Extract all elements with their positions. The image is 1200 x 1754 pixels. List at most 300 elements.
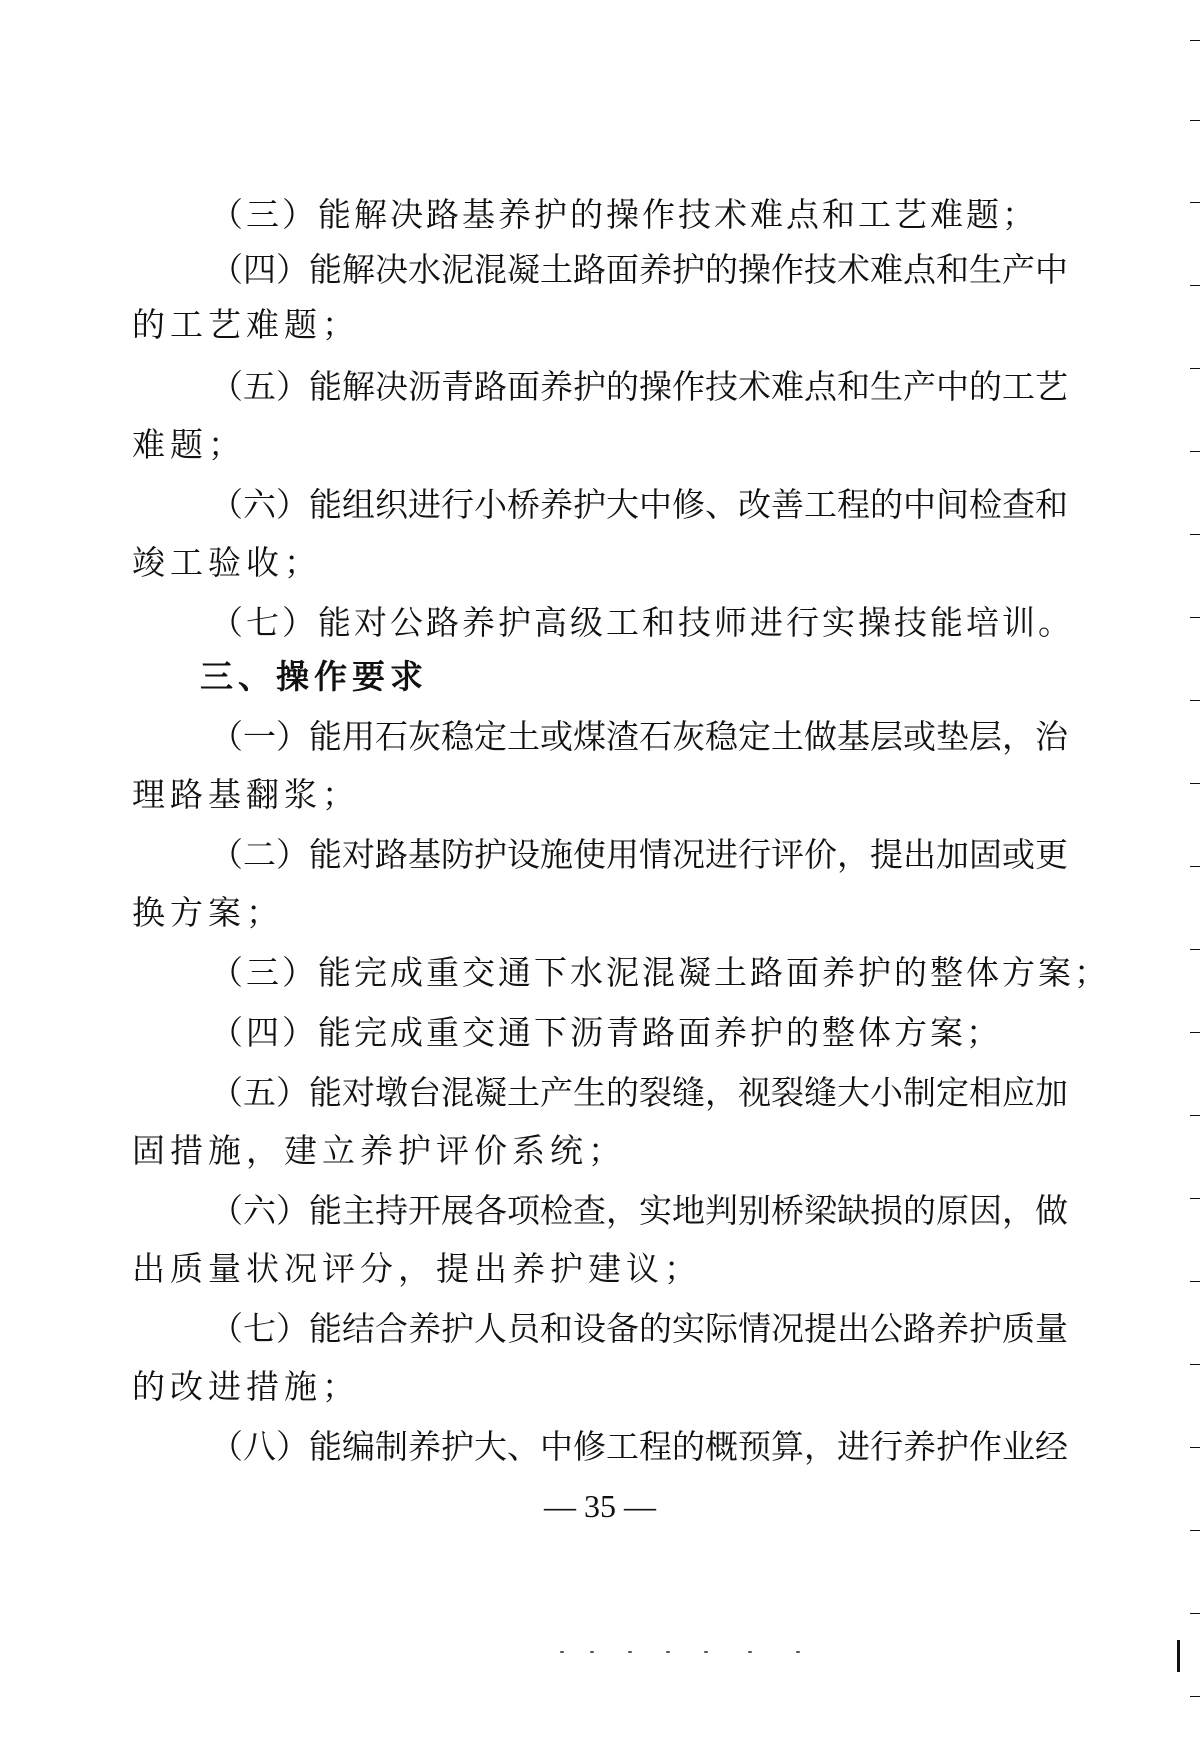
glyph: 层 <box>969 717 1002 756</box>
glyph: 进 <box>408 485 441 524</box>
glyph: ， <box>804 1427 837 1466</box>
glyph: 难 <box>771 367 804 406</box>
glyph: 进 <box>837 1427 870 1466</box>
glyph: 八 <box>243 1427 276 1466</box>
glyph: 缺 <box>837 1191 870 1230</box>
glyph: 路 <box>474 367 507 406</box>
text-line <box>0 1422 1200 1472</box>
glyph: 或 <box>1002 835 1035 874</box>
glyph: 灰 <box>408 717 441 756</box>
glyph: 的 <box>606 367 639 406</box>
glyph: 护 <box>969 1309 1002 1348</box>
glyph: 桥 <box>507 485 540 524</box>
glyph: 开 <box>408 1191 441 1230</box>
glyph: 行 <box>441 485 474 524</box>
glyph: 六 <box>243 485 276 524</box>
glyph: 面 <box>606 250 639 289</box>
glyph: （ <box>210 1309 243 1348</box>
glyph: ， <box>606 1191 639 1230</box>
glyph: 土 <box>507 1073 540 1112</box>
glyph: ， <box>1002 717 1035 756</box>
scan-speck-row <box>560 1649 810 1655</box>
glyph: 养 <box>408 1427 441 1466</box>
text-line <box>0 362 1200 412</box>
text-line-content: 难题； <box>132 425 246 464</box>
glyph: 点 <box>903 250 936 289</box>
text-line <box>0 1186 1200 1236</box>
glyph: 护 <box>573 367 606 406</box>
text-line-content <box>210 1304 1068 1354</box>
glyph: 设 <box>573 1309 606 1348</box>
text-line-content <box>210 362 1068 412</box>
glyph: 护 <box>474 835 507 874</box>
glyph: 七 <box>243 1309 276 1348</box>
text-line <box>0 830 1200 880</box>
glyph: 缝 <box>672 1073 705 1112</box>
glyph: 各 <box>474 1191 507 1230</box>
glyph: 土 <box>771 717 804 756</box>
glyph: 能 <box>309 250 342 289</box>
glyph: 中 <box>903 485 936 524</box>
page-number: — 35 — <box>544 1488 656 1524</box>
glyph: 养 <box>639 250 672 289</box>
glyph: 五 <box>243 367 276 406</box>
text-line-content <box>210 1186 1068 1236</box>
glyph: ） <box>276 367 309 406</box>
text-line-content: 换方案； <box>132 893 284 932</box>
text-line-content <box>210 1068 1068 1118</box>
glyph: 的 <box>672 1427 705 1466</box>
glyph: 业 <box>1002 1427 1035 1466</box>
glyph: 情 <box>738 1309 771 1348</box>
glyph: 出 <box>837 1309 870 1348</box>
glyph: 修 <box>672 485 705 524</box>
glyph: 的 <box>639 1309 672 1348</box>
glyph: 点 <box>804 367 837 406</box>
glyph: 墩 <box>375 1073 408 1112</box>
glyph: 石 <box>375 717 408 756</box>
glyph: 养 <box>540 485 573 524</box>
glyph: 检 <box>969 485 1002 524</box>
glyph: 合 <box>375 1309 408 1348</box>
glyph: 和 <box>837 367 870 406</box>
glyph: 四 <box>243 250 276 289</box>
glyph: 护 <box>936 1427 969 1466</box>
glyph: 小 <box>474 485 507 524</box>
glyph: 面 <box>507 367 540 406</box>
glyph: 难 <box>870 250 903 289</box>
glyph: 的 <box>606 1073 639 1112</box>
glyph: 能 <box>309 835 342 874</box>
glyph: 护 <box>573 485 606 524</box>
glyph: 层 <box>870 717 903 756</box>
text-line-content: （四）能完成重交通下沥青路面养护的整体方案； <box>210 1013 1002 1052</box>
text-line-content: （三）能完成重交通下水泥混凝土路面养护的整体方案； <box>210 953 1110 992</box>
glyph: 养 <box>408 1309 441 1348</box>
glyph: 因 <box>969 1191 1002 1230</box>
glyph: ） <box>276 1073 309 1112</box>
glyph: 概 <box>705 1427 738 1466</box>
section-heading <box>0 652 1200 702</box>
scan-edge-mark <box>1190 120 1200 121</box>
glyph: （ <box>210 1191 243 1230</box>
glyph: 查 <box>573 1191 606 1230</box>
glyph: 养 <box>540 367 573 406</box>
text-line <box>0 712 1200 762</box>
glyph: 、 <box>507 1427 540 1466</box>
text-line-content: 固措施，建立养护评价系统； <box>132 1131 626 1170</box>
glyph: 判 <box>705 1191 738 1230</box>
text-line <box>0 1068 1200 1118</box>
glyph: 和 <box>540 1309 573 1348</box>
text-line-content: 竣工验收； <box>132 543 322 582</box>
scan-speck <box>628 1651 632 1653</box>
glyph: 损 <box>870 1191 903 1230</box>
scan-edge-mark <box>1190 1198 1200 1199</box>
glyph: 术 <box>837 250 870 289</box>
glyph: 二 <box>243 835 276 874</box>
glyph: 大 <box>837 1073 870 1112</box>
glyph: ） <box>276 485 309 524</box>
glyph: 决 <box>375 367 408 406</box>
glyph: 养 <box>936 1309 969 1348</box>
glyph: 泥 <box>441 250 474 289</box>
glyph: 行 <box>870 1427 903 1466</box>
glyph: （ <box>210 367 243 406</box>
scan-edge-mark <box>1190 1530 1200 1531</box>
glyph: 路 <box>375 835 408 874</box>
glyph: 能 <box>309 1427 342 1466</box>
scan-edge-mark <box>1190 534 1200 535</box>
glyph: 小 <box>870 1073 903 1112</box>
glyph: 裂 <box>639 1073 672 1112</box>
glyph: 生 <box>969 250 1002 289</box>
glyph: 提 <box>870 835 903 874</box>
glyph: 对 <box>342 835 375 874</box>
glyph: 做 <box>1035 1191 1068 1230</box>
glyph: 技 <box>804 250 837 289</box>
glyph: 土 <box>507 717 540 756</box>
text-line-content <box>210 480 1068 530</box>
glyph: ） <box>276 1309 309 1348</box>
glyph: 稳 <box>441 717 474 756</box>
glyph: 展 <box>441 1191 474 1230</box>
glyph: 原 <box>936 1191 969 1230</box>
glyph: 能 <box>309 367 342 406</box>
glyph: 程 <box>639 1427 672 1466</box>
glyph: 一 <box>243 717 276 756</box>
text-line <box>0 770 1200 820</box>
scan-edge-mark <box>1190 1613 1200 1614</box>
glyph: 质 <box>1002 1309 1035 1348</box>
glyph: 应 <box>1002 1073 1035 1112</box>
glyph: 定 <box>936 1073 969 1112</box>
glyph: ， <box>705 1073 738 1112</box>
text-line <box>0 1008 1200 1058</box>
glyph: 员 <box>507 1309 540 1348</box>
glyph: 沥 <box>408 367 441 406</box>
glyph: 评 <box>771 835 804 874</box>
glyph: 、 <box>705 485 738 524</box>
glyph: 能 <box>309 1191 342 1230</box>
text-line-content: 三、操作要求 <box>200 657 428 696</box>
glyph: 定 <box>474 717 507 756</box>
glyph: 公 <box>870 1309 903 1348</box>
scan-speck <box>666 1651 670 1653</box>
scan-edge-mark <box>1190 285 1200 286</box>
glyph: 治 <box>1035 717 1068 756</box>
glyph: 能 <box>309 1309 342 1348</box>
glyph: 作 <box>969 1427 1002 1466</box>
glyph: 土 <box>540 250 573 289</box>
text-line <box>0 300 1200 350</box>
glyph: ） <box>276 1191 309 1230</box>
glyph: ） <box>276 1427 309 1466</box>
glyph: 更 <box>1035 835 1068 874</box>
text-line <box>0 245 1200 295</box>
scan-edge-bar <box>1177 1640 1180 1672</box>
scan-edge-mark <box>1190 700 1200 701</box>
scan-speck <box>796 1651 800 1653</box>
text-line-content: 理路基翻浆； <box>132 775 360 814</box>
glyph: 桥 <box>771 1191 804 1230</box>
glyph: （ <box>210 1427 243 1466</box>
text-line <box>0 888 1200 938</box>
glyph: ） <box>276 835 309 874</box>
text-line-content <box>210 830 1068 880</box>
scan-edge-mark <box>1190 1364 1200 1365</box>
glyph: 水 <box>408 250 441 289</box>
glyph: 中 <box>1035 250 1068 289</box>
glyph: 施 <box>540 835 573 874</box>
glyph: 织 <box>375 485 408 524</box>
scan-edge-mark <box>1190 1696 1200 1697</box>
glyph: 防 <box>441 835 474 874</box>
glyph: 护 <box>672 250 705 289</box>
glyph: 人 <box>474 1309 507 1348</box>
scan-edge-mark <box>1190 866 1200 867</box>
glyph: （ <box>210 485 243 524</box>
text-line-content: 的改进措施； <box>132 1367 360 1406</box>
glyph: 情 <box>639 835 672 874</box>
glyph: 地 <box>672 1191 705 1230</box>
glyph: 持 <box>375 1191 408 1230</box>
text-line <box>0 1126 1200 1176</box>
glyph: （ <box>210 717 243 756</box>
glyph: 垫 <box>936 717 969 756</box>
glyph: 和 <box>936 250 969 289</box>
glyph: 行 <box>738 835 771 874</box>
glyph: 技 <box>705 367 738 406</box>
text-line-content <box>210 1422 1068 1472</box>
glyph: ） <box>276 250 309 289</box>
glyph: 别 <box>738 1191 771 1230</box>
glyph: 中 <box>936 367 969 406</box>
glyph: 量 <box>1035 1309 1068 1348</box>
glyph: 编 <box>342 1427 375 1466</box>
glyph: 预 <box>738 1427 771 1466</box>
glyph: 混 <box>474 250 507 289</box>
glyph: 视 <box>738 1073 771 1112</box>
glyph: 对 <box>342 1073 375 1112</box>
glyph: 或 <box>540 717 573 756</box>
glyph: 工 <box>804 485 837 524</box>
glyph: 查 <box>1002 485 1035 524</box>
glyph: 护 <box>441 1309 474 1348</box>
glyph: 产 <box>903 367 936 406</box>
glyph: 况 <box>672 835 705 874</box>
glyph: 六 <box>243 1191 276 1230</box>
glyph: 渣 <box>606 717 639 756</box>
text-line <box>0 598 1200 648</box>
glyph: 作 <box>672 367 705 406</box>
glyph: 或 <box>903 717 936 756</box>
glyph: 检 <box>540 1191 573 1230</box>
glyph: （ <box>210 1073 243 1112</box>
text-line-content: 出质量状况评分，提出养护建议； <box>132 1249 702 1288</box>
text-line <box>0 948 1200 998</box>
glyph: 艺 <box>1035 367 1068 406</box>
glyph: 实 <box>672 1309 705 1348</box>
glyph: 制 <box>375 1427 408 1466</box>
glyph: 裂 <box>771 1073 804 1112</box>
glyph: 解 <box>342 250 375 289</box>
scan-edge-mark <box>1190 368 1200 369</box>
glyph: 备 <box>606 1309 639 1348</box>
glyph: 用 <box>342 717 375 756</box>
glyph: 算 <box>771 1427 804 1466</box>
glyph: 价 <box>804 835 837 874</box>
scan-edge-mark <box>1190 1115 1200 1116</box>
glyph: （ <box>210 250 243 289</box>
text-line <box>0 538 1200 588</box>
text-line <box>0 1362 1200 1412</box>
glyph: 灰 <box>672 717 705 756</box>
glyph: 台 <box>408 1073 441 1112</box>
scan-edge-mark <box>1190 1447 1200 1448</box>
scan-edge-mark <box>1190 451 1200 452</box>
text-line-content: （三）能解决路基养护的操作技术难点和工艺难题； <box>210 195 1038 234</box>
scan-edge-mark <box>1190 949 1200 950</box>
glyph: 项 <box>507 1191 540 1230</box>
glyph: 定 <box>738 717 771 756</box>
glyph: 五 <box>243 1073 276 1112</box>
glyph: 煤 <box>573 717 606 756</box>
text-line <box>0 420 1200 470</box>
glyph: （ <box>210 835 243 874</box>
scan-speck <box>704 1651 708 1653</box>
glyph: 青 <box>441 367 474 406</box>
text-line-content: （七）能对公路养护高级工和技师进行实操技能培训。 <box>210 603 1074 642</box>
glyph: 修 <box>573 1427 606 1466</box>
glyph: 用 <box>606 835 639 874</box>
glyph: 使 <box>573 835 606 874</box>
scan-edge-mark <box>1190 202 1200 203</box>
glyph: 际 <box>705 1309 738 1348</box>
glyph: 工 <box>1002 367 1035 406</box>
glyph: 生 <box>573 1073 606 1112</box>
glyph: 大 <box>606 485 639 524</box>
glyph: 善 <box>771 485 804 524</box>
glyph: 加 <box>936 835 969 874</box>
glyph: 能 <box>309 1073 342 1112</box>
glyph: 经 <box>1035 1427 1068 1466</box>
glyph: 设 <box>507 835 540 874</box>
scan-edge-mark <box>1190 1032 1200 1033</box>
glyph: 基 <box>837 717 870 756</box>
text-line <box>0 480 1200 530</box>
glyph: 进 <box>705 835 738 874</box>
glyph: 能 <box>309 485 342 524</box>
text-line-content: 的工艺难题； <box>132 305 360 344</box>
glyph: 术 <box>738 367 771 406</box>
glyph: 程 <box>837 485 870 524</box>
glyph: 改 <box>738 485 771 524</box>
glyph: 基 <box>408 835 441 874</box>
text-line-content <box>210 712 1068 762</box>
glyph: 凝 <box>507 250 540 289</box>
glyph: 做 <box>804 717 837 756</box>
text-line <box>0 1244 1200 1294</box>
glyph: 实 <box>639 1191 672 1230</box>
glyph: ， <box>1002 1191 1035 1230</box>
scan-speck <box>748 1651 752 1653</box>
glyph: 和 <box>1035 485 1068 524</box>
scan-edge-mark <box>1190 617 1200 618</box>
scan-speck <box>560 1651 564 1653</box>
glyph: 的 <box>903 1191 936 1230</box>
glyph: 中 <box>540 1427 573 1466</box>
glyph: 出 <box>903 835 936 874</box>
glyph: ） <box>276 717 309 756</box>
glyph: 况 <box>771 1309 804 1348</box>
glyph: 的 <box>870 485 903 524</box>
glyph: 相 <box>969 1073 1002 1112</box>
glyph: 提 <box>804 1309 837 1348</box>
glyph: 的 <box>705 250 738 289</box>
glyph: 产 <box>1002 250 1035 289</box>
glyph: 决 <box>375 250 408 289</box>
scan-edge-mark <box>1190 1281 1200 1282</box>
glyph: 稳 <box>705 717 738 756</box>
glyph: ， <box>837 835 870 874</box>
text-line-content <box>210 245 1068 295</box>
scan-edge-mark <box>1190 40 1200 41</box>
glyph: 制 <box>903 1073 936 1112</box>
glyph: 作 <box>771 250 804 289</box>
scan-speck <box>590 1651 594 1653</box>
glyph: 混 <box>441 1073 474 1112</box>
glyph: 缝 <box>804 1073 837 1112</box>
text-line <box>0 1304 1200 1354</box>
glyph: 生 <box>870 367 903 406</box>
glyph: 结 <box>342 1309 375 1348</box>
glyph: 组 <box>342 485 375 524</box>
glyph: 间 <box>936 485 969 524</box>
text-line <box>0 190 1200 240</box>
glyph: 路 <box>903 1309 936 1348</box>
scan-edge-mark <box>1190 783 1200 784</box>
glyph: 护 <box>441 1427 474 1466</box>
glyph: 能 <box>309 717 342 756</box>
glyph: 梁 <box>804 1191 837 1230</box>
glyph: 产 <box>540 1073 573 1112</box>
glyph: 主 <box>342 1191 375 1230</box>
glyph: 固 <box>969 835 1002 874</box>
glyph: 大 <box>474 1427 507 1466</box>
glyph: 解 <box>342 367 375 406</box>
glyph: 操 <box>639 367 672 406</box>
